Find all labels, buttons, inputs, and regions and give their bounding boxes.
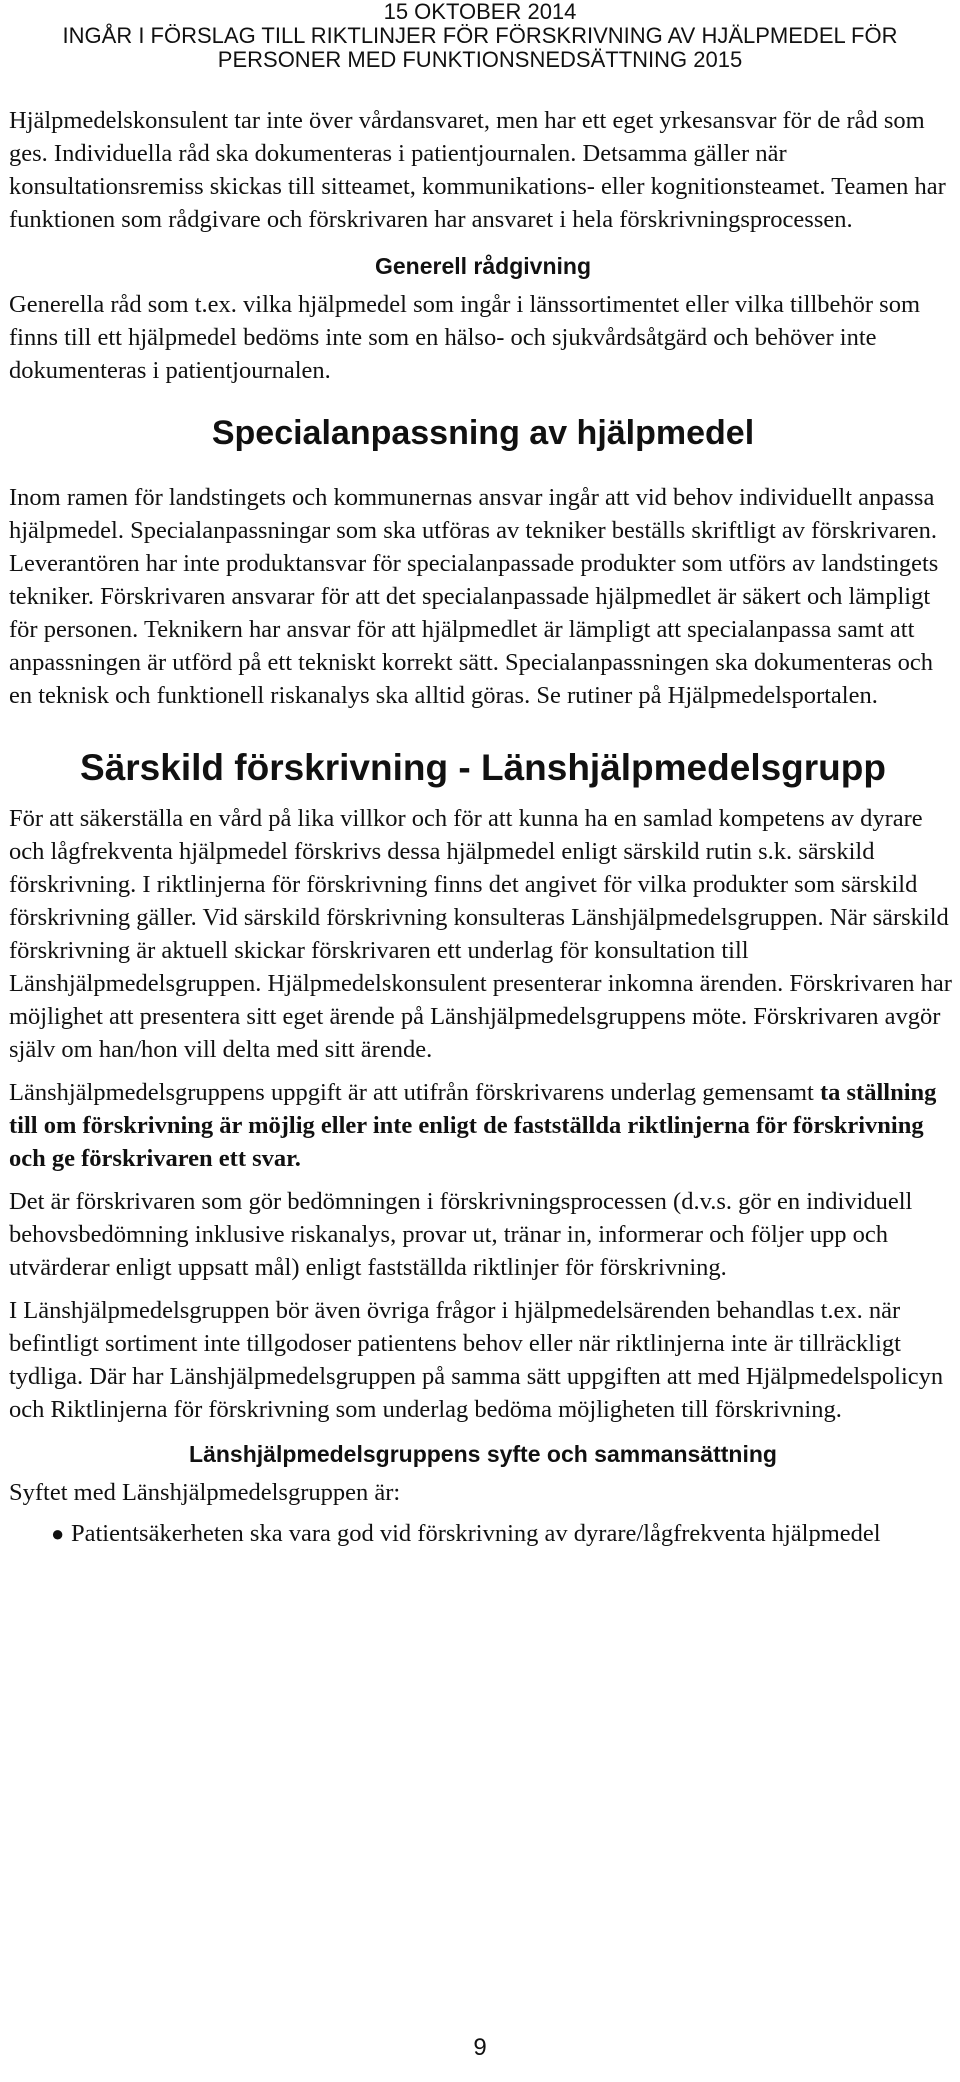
- sarskild-paragraph-3: Det är förskrivaren som gör bedömningen i förskrivningsprocessen (d.v.s. gör en individuell behovsbedömning inklusive riskanalys, provar ut, tränar in, informerar och följer upp och utvärderar enligt uppsatt mål) enligt fastställda riktlinjer för förskrivning.: [9, 1188, 913, 1281]
- header-title-line2: PERSONER MED FUNKTIONSNEDSÄTTNING 2015: [217, 47, 743, 72]
- header-date: 15 OKTOBER 2014: [383, 0, 577, 24]
- section-heading-specialanpassning: Specialanpassning av hjälpmedel: [211, 414, 755, 452]
- bullet-icon: ●: [51, 1521, 65, 1546]
- document-body: [9, 104, 957, 1550]
- section-heading-generell: Generell rådgivning: [375, 253, 591, 279]
- header-title-line1: INGÅR I FÖRSLAG TILL RIKTLINJER FÖR FÖRSKRIVNING AV HJÄLPMEDEL FÖR: [62, 23, 898, 48]
- syfte-bullet-list: [9, 1517, 957, 1550]
- sarskild-paragraph-1: För att säkerställa en vård på lika villkor och för att kunna ha en samlad kompetens av dyrare och lågfrekventa hjälpmedel förskrivs dessa hjälpmedel enligt särskild rutin s.k. särskild förskrivning. I riktlinjerna för förskrivning finns det angivet för vilka produkter som särskild förskrivning gäller. Vid särskild förskrivning konsulteras Länshjälpmedelsgruppen. När särskild förskrivning är aktuell skickar förskrivaren ett underlag för konsultation till Länshjälpmedelsgruppen. Hjälpmedelskonsulent presenterar inkomna ärenden. Förskrivaren har möjlighet att presentera sitt eget ärende på Länshjälpmedelsgruppens möte. Förskrivaren avgör själv om han/hon vill delta med sitt ärende.: [9, 805, 952, 1063]
- sarskild-paragraph-2: [9, 1076, 957, 1175]
- page-header: [0, 0, 960, 72]
- sarskild-paragraph-2-bold: ta ställning till om förskrivning är möjlig eller inte enligt de fastställda riktlinjerna för förskrivning och ge förskrivaren ett svar.: [9, 1079, 937, 1172]
- list-item: [9, 1517, 957, 1550]
- special-paragraph: Inom ramen för landstingets och kommunernas ansvar ingår att vid behov individuellt anpassa hjälpmedel. Specialanpassningar som ska utföras av tekniker beställs skriftligt av förskrivaren. Leverantören har inte produktansvar för specialanpassade produkter som utförs av landstingets tekniker. Förskrivaren ansvarar för att det specialanpassade hjälpmedlet är säkert och lämpligt för personen. Teknikern har ansvar för att hjälpmedlet är lämpligt att specialanpassa samt att anpassningen är utförd på ett tekniskt korrekt sätt. Specialanpassningen ska dokumenteras och en teknisk och funktionell riskanalys ska alltid göras. Se rutiner på Hjälpmedelsportalen.: [9, 484, 939, 709]
- intro-paragraph: Hjälpmedelskonsulent tar inte över vårdansvaret, men har ett eget yrkesansvar för de råd som ges. Individuella råd ska dokumenteras i patientjournalen. Detsamma gäller när konsultationsremiss skickas till sitteamet, kommunikations- eller kognitionsteamet. Teamen har funktionen som rådgivare och förskrivaren har ansvaret i hela förskrivningsprocessen.: [9, 107, 946, 233]
- section-heading-syfte: Länshjälpmedelsgruppens syfte och sammansättning: [189, 1441, 777, 1467]
- list-item-text: Patientsäkerheten ska vara god vid förskrivning av dyrare/lågfrekventa hjälpmedel: [71, 1520, 881, 1547]
- section-heading-sarskild: Särskild förskrivning - Länshjälpmedelsgrupp: [80, 747, 886, 788]
- generell-paragraph: Generella råd som t.ex. vilka hjälpmedel som ingår i länssortimentet eller vilka tillbehör som finns till ett hjälpmedel bedöms inte som en hälso- och sjukvårdsåtgärd och behöver inte dokumenteras i patientjournalen.: [9, 291, 921, 384]
- sarskild-paragraph-2-start: Länshjälpmedelsgruppens uppgift är att utifrån förskrivarens underlag gemensamt: [9, 1079, 820, 1106]
- syfte-intro: Syftet med Länshjälpmedelsgruppen är:: [9, 1479, 401, 1506]
- page-number: 9: [473, 2034, 487, 2061]
- sarskild-paragraph-4: I Länshjälpmedelsgruppen bör även övriga frågor i hjälpmedelsärenden behandlas t.ex. när befintligt sortiment inte tillgodoser patientens behov eller när riktlinjerna inte är tillräckligt tydliga. Där har Länshjälpmedelsgruppen på samma sätt uppgiften att med Hjälpmedelspolicyn och Riktlinjerna för förskrivning som underlag bedöma möjligheten till förskrivning.: [9, 1297, 944, 1423]
